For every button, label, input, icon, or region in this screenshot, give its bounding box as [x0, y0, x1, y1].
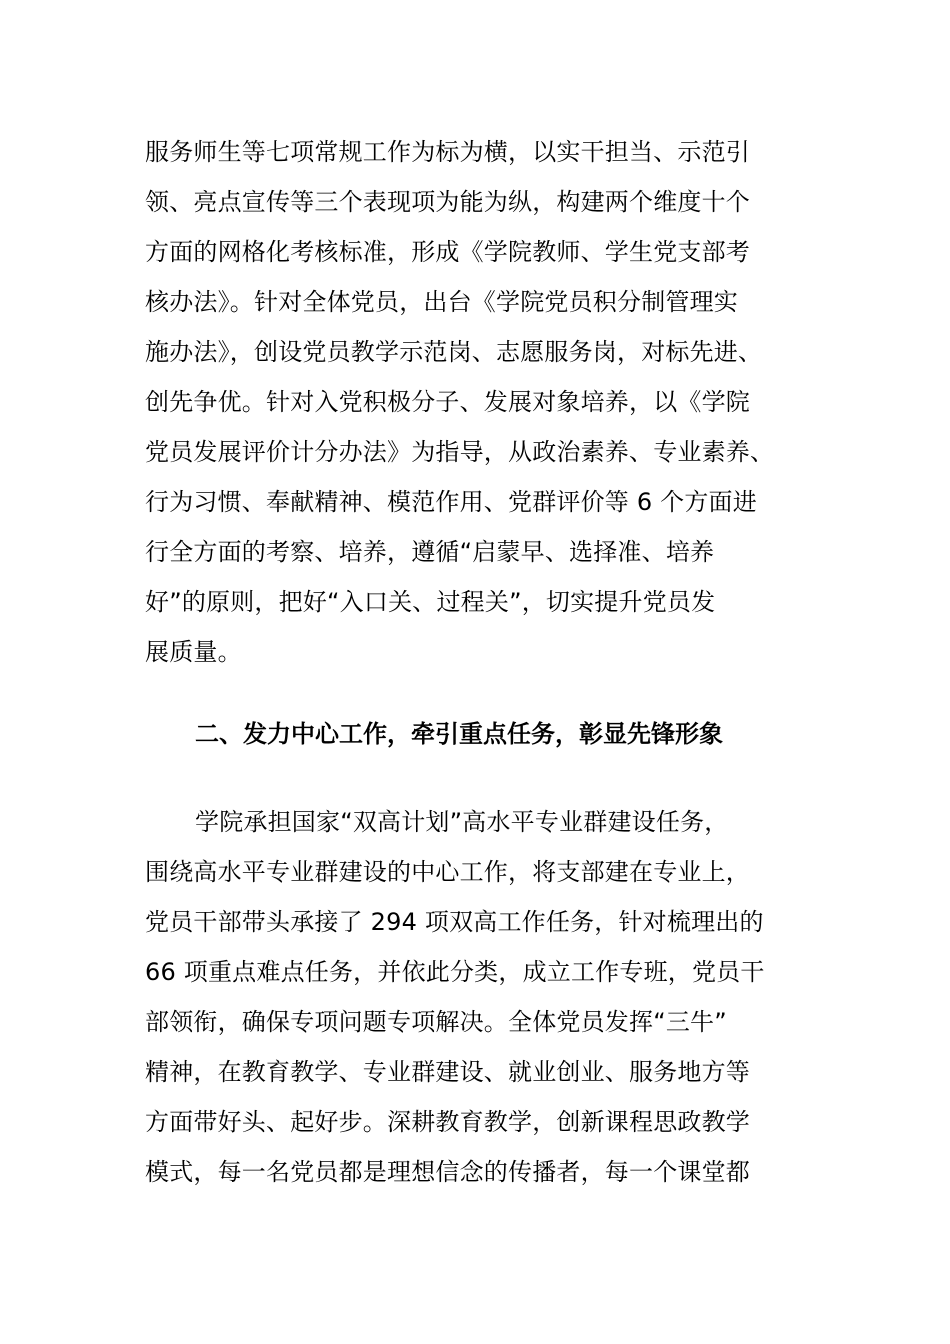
- paragraph-line: 行为习惯、奉献精神、模范作用、党群评价等 6 个方面进: [145, 488, 757, 516]
- paragraph-line: 精神，在教育教学、专业群建设、就业创业、服务地方等: [145, 1058, 750, 1086]
- paragraph-line: 好”的原则，把好“入口关、过程关”，切实提升党员发: [145, 588, 716, 616]
- paragraph-line: 方面的网格化考核标准，形成《学院教师、学生党支部考: [145, 238, 750, 266]
- section-heading: 二、发力中心工作，牵引重点任务，彰显先锋形象: [195, 720, 723, 748]
- paragraph-line: 行全方面的考察、培养，遵循“启蒙早、选择准、培养: [145, 538, 715, 566]
- paragraph-line: 66 项重点难点任务，并依此分类，成立工作专班，党员干: [145, 958, 765, 986]
- paragraph-line: 部领衔，确保专项问题专项解决。全体党员发挥“三牛”: [145, 1008, 727, 1036]
- paragraph-line: 模式，每一名党员都是理想信念的传播者，每一个课堂都: [145, 1158, 750, 1186]
- paragraph-line: 党员干部带头承接了 294 项双高工作任务，针对梳理出的: [145, 908, 764, 936]
- paragraph-line: 服务师生等七项常规工作为标为横，以实干担当、示范引: [145, 138, 750, 166]
- paragraph-line: 创先争优。针对入党积极分子、发展对象培养，以《学院: [145, 388, 750, 416]
- paragraph-line: 领、亮点宣传等三个表现项为能为纵，构建两个维度十个: [145, 188, 750, 216]
- paragraph-line: 核办法》。针对全体党员，出台《学院党员积分制管理实: [145, 288, 738, 316]
- paragraph-line: 学院承担国家“双高计划”高水平专业群建设任务，: [195, 808, 729, 836]
- paragraph-line: 方面带好头、起好步。深耕教育教学，创新课程思政教学: [145, 1108, 750, 1136]
- paragraph-line: 围绕高水平专业群建设的中心工作，将支部建在专业上，: [145, 858, 750, 886]
- paragraph-line: 党员发展评价计分办法》为指导，从政治素养、专业素养、: [145, 438, 775, 466]
- paragraph-line: 展质量。: [145, 638, 242, 666]
- paragraph-line: 施办法》，创设党员教学示范岗、志愿服务岗，对标先进、: [145, 338, 763, 366]
